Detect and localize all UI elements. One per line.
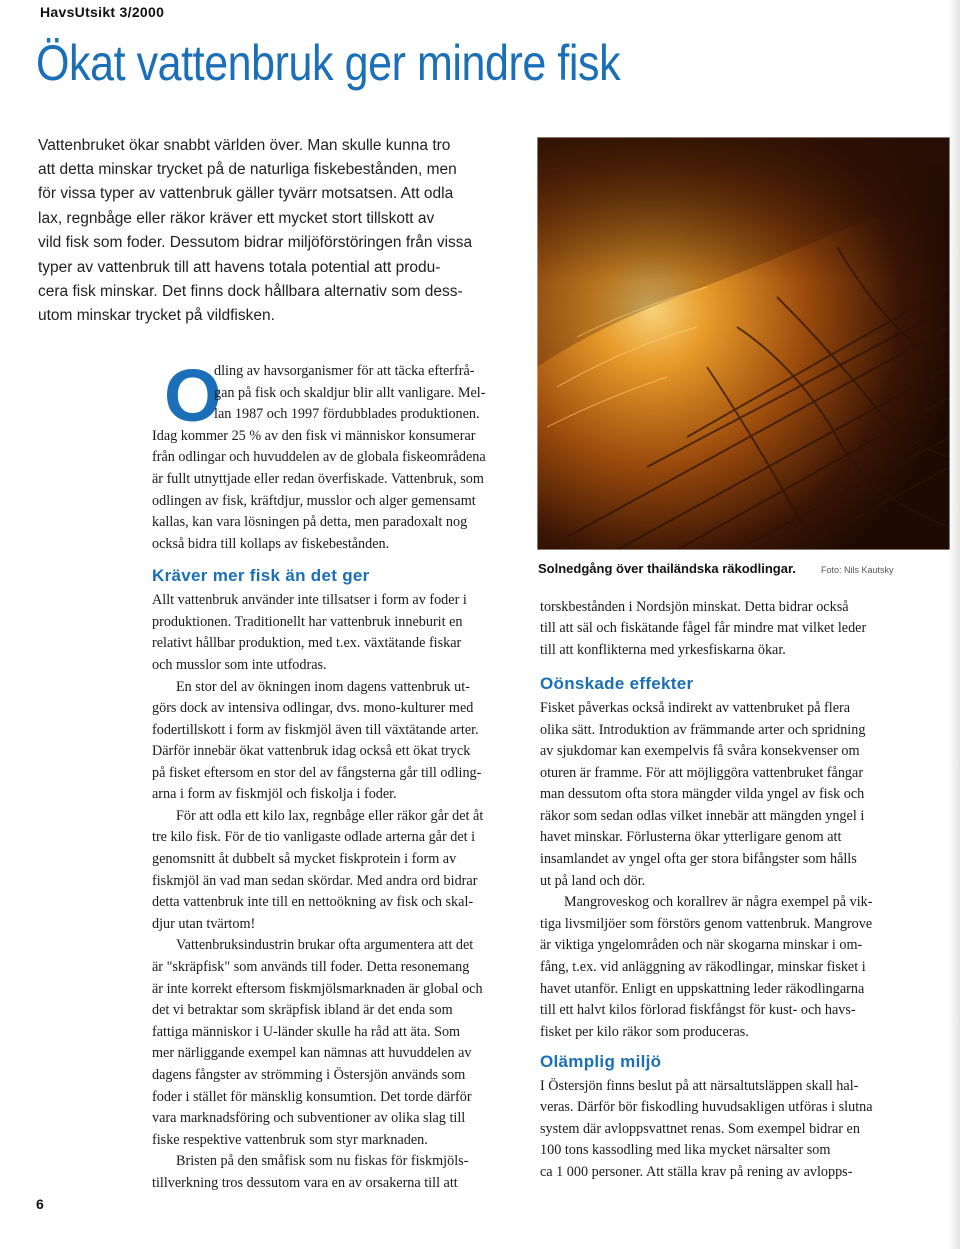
sunset-photo-illustration [537, 137, 950, 550]
body-line: relativt hållbar produktion, med t.ex. växtätande fiskar [152, 635, 462, 651]
article-title: Ökat vattenbruk ger mindre fisk [36, 35, 621, 91]
body-line: gan på fisk och skaldjur blir allt vanligare. Mel- [214, 385, 486, 401]
lead-line: lax, regnbåge eller räkor kräver ett mycket stort tillskott av [38, 210, 435, 227]
body-line: är viktiga yngelområden och när skogarna minskar i om- [540, 937, 863, 953]
body-line: ut på land och dör. [540, 873, 646, 889]
body-line: havet utanför. Enligt en uppskattning leder räkodlingarna [540, 981, 865, 997]
body-line: En stor del av ökningen inom dagens vattenbruk ut- [176, 679, 470, 695]
body-line: detta vattenbruk inte till en nettoökning av fisk och skal- [152, 894, 474, 910]
body-line: För att odla ett kilo lax, regnbåge eller räkor går det åt [176, 808, 484, 824]
body-line: oturen är framme. För att möjliggöra vattenbruket fångar [540, 765, 864, 781]
lead-line: cera fisk minskar. Det finns dock hållbara alternativ som dess- [38, 283, 463, 300]
body-line: och musslor som inte utfodras. [152, 657, 327, 673]
lead-line: utom minskar trycket på vildfisken. [38, 307, 275, 324]
body-line: fodertillskott i form av fiskmjöl även till växtätande arter. [152, 722, 479, 738]
body-line: man dessutom ofta stora mängder vilda yngel av fisk och [540, 786, 865, 802]
body-line: tre kilo fisk. För de tio vanligaste odlade arterna går det i [152, 829, 476, 845]
body-line: Fisket påverkas också indirekt av vattenbruket på flera [540, 700, 851, 716]
body-line: fisket per kilo räkor som produceras. [540, 1024, 749, 1040]
body-line: tillverkning tros dessutom vara en av orsakerna till att [152, 1175, 458, 1191]
drop-cap: O [164, 354, 222, 437]
body-line: odlingen av fisk, kräftdjur, musslor och alger gemensamt [152, 493, 476, 509]
body-line: dagens fångster av strömming i Östersjön används som [152, 1067, 466, 1083]
lead-line: Vattenbruket ökar snabbt världen över. Man skulle kunna tro [38, 137, 451, 154]
body-line: havet minskar. Förlusterna ökar ytterligare genom att [540, 829, 842, 845]
body-line: fång, t.ex. vid anläggning av räkodlingar, minskar fisket i [540, 959, 866, 975]
body-line: från odlingar och huvuddelen av de globala fiskeområdena [152, 449, 486, 465]
body-line: djur utan tvärtom! [152, 916, 256, 932]
section-heading: Olämplig miljö [540, 1052, 662, 1071]
body-line: produktionen. Traditionellt har vattenbruk inneburit en [152, 614, 463, 630]
page-number: 6 [36, 1196, 44, 1212]
body-line: fiske respektive vattenbruk som styr marknaden. [152, 1132, 428, 1148]
body-line: också bidra till kollaps av fiskebestånden. [152, 536, 390, 552]
body-line: på fisket eftersom en stor del av fångsterna går till odling- [152, 765, 482, 781]
lead-line: vild fisk som foder. Dessutom bidrar miljöförstöringen från vissa [38, 234, 473, 251]
body-line: arna i form av fiskmjöl och fiskolja i foder. [152, 786, 397, 802]
page-edge-shadow [948, 0, 960, 1249]
body-line: fattiga människor i U-länder skulle ha råd att äta. Som [152, 1024, 461, 1040]
body-line: foder i stället för mänsklig konsumtion. Det torde därför [152, 1089, 472, 1105]
body-line: kallas, kan vara lösningen på detta, men paradoxalt nog [152, 514, 468, 530]
body-line: Mangroveskog och korallrev är några exempel på vik- [564, 894, 873, 910]
body-line: till att konflikterna med yrkesfiskarna ökar. [540, 642, 786, 658]
body-line: Bristen på den småfisk som nu fiskas för fiskmjöls- [176, 1153, 469, 1169]
body-line: insamlandet av yngel ofta ger stora bifångster som hålls [540, 851, 857, 867]
photo-credit: Foto: Nils Kautsky [821, 565, 894, 575]
running-head: HavsUtsikt 3/2000 [40, 4, 165, 20]
body-line: olika sätt. Introduktion av främmande arter och spridning [540, 722, 866, 738]
body-line: genomsnitt åt dubbelt så mycket fiskprotein i form av [152, 851, 457, 867]
section-heading: Kräver mer fisk än det ger [152, 566, 370, 585]
section-heading: Oönskade effekter [540, 674, 694, 693]
shrimp-farm-photo [537, 137, 950, 550]
body-line: tiga livsmiljöer som förstörs genom vattenbruk. Mangrove [540, 916, 873, 932]
body-line: görs dock av intensiva odlingar, dvs. mono-kulturer med [152, 700, 474, 716]
body-line: vara marknadsföring och subventioner av olika slag till [152, 1110, 466, 1126]
body-line: det vi betraktar som skräpfisk ibland är det enda som [152, 1002, 453, 1018]
photo-caption: Solnedgång över thailändska räkodlingar. [538, 561, 796, 576]
body-line: Vattenbruksindustrin brukar ofta argumentera att det [176, 937, 474, 953]
body-line: är "skräpfisk" som används till foder. Detta resonemang [152, 959, 470, 975]
body-line: veras. Därför bör fiskodling huvudsakligen utföras i slutna [540, 1099, 873, 1115]
lead-line: typer av vattenbruk till att havens totala potential att produ- [38, 259, 441, 276]
body-line: lan 1987 och 1997 fördubblades produktionen. [214, 406, 480, 422]
lead-line: att detta minskar trycket på de naturliga fiskebestånden, men [38, 161, 457, 178]
body-line: är inte korrekt eftersom fiskmjölsmarknaden är global och [152, 981, 483, 997]
body-line: Idag kommer 25 % av den fisk vi människor konsumerar [152, 428, 476, 444]
body-line: 100 tons kassodling med lika mycket närsalter som [540, 1142, 831, 1158]
body-line: är fullt utnyttjade eller redan överfiskade. Vattenbruk, som [152, 471, 484, 487]
body-line: ca 1 000 personer. Att ställa krav på rening av avlopps- [540, 1164, 853, 1180]
body-line: torskbestånden i Nordsjön minskat. Detta bidrar också [540, 599, 849, 615]
body-line: av sjukdomar kan exempelvis få svåra konsekvenser om [540, 743, 860, 759]
body-line: till ett halvt kilos förlorad fiskfångst för kust- och havs- [540, 1002, 856, 1018]
body-line: I Östersjön finns beslut på att närsaltutsläppen skall hal- [540, 1078, 859, 1094]
body-line: till att säl och fiskätande fågel får mindre mat vilket leder [540, 620, 867, 636]
body-line: fiskmjöl än vad man sedan skördar. Med andra ord bidrar [152, 873, 478, 889]
body-line: system där avloppsvattnet renas. Som exempel bidrar en [540, 1121, 860, 1137]
lead-line: för vissa typer av vattenbruk gäller tyvärr motsatsen. Att odla [38, 185, 454, 202]
body-line: räkor som sedan odlas vilket innebär att mängden yngel i [540, 808, 865, 824]
body-line: Därför innebär ökat vattenbruk idag också ett ökat tryck [152, 743, 471, 759]
body-line: Allt vattenbruk använder inte tillsatser i form av foder i [152, 592, 467, 608]
body-line: mer närliggande exempel kan nämnas att huvuddelen av [152, 1045, 472, 1061]
body-line: dling av havsorganismer för att täcka efterfrå- [214, 363, 475, 379]
